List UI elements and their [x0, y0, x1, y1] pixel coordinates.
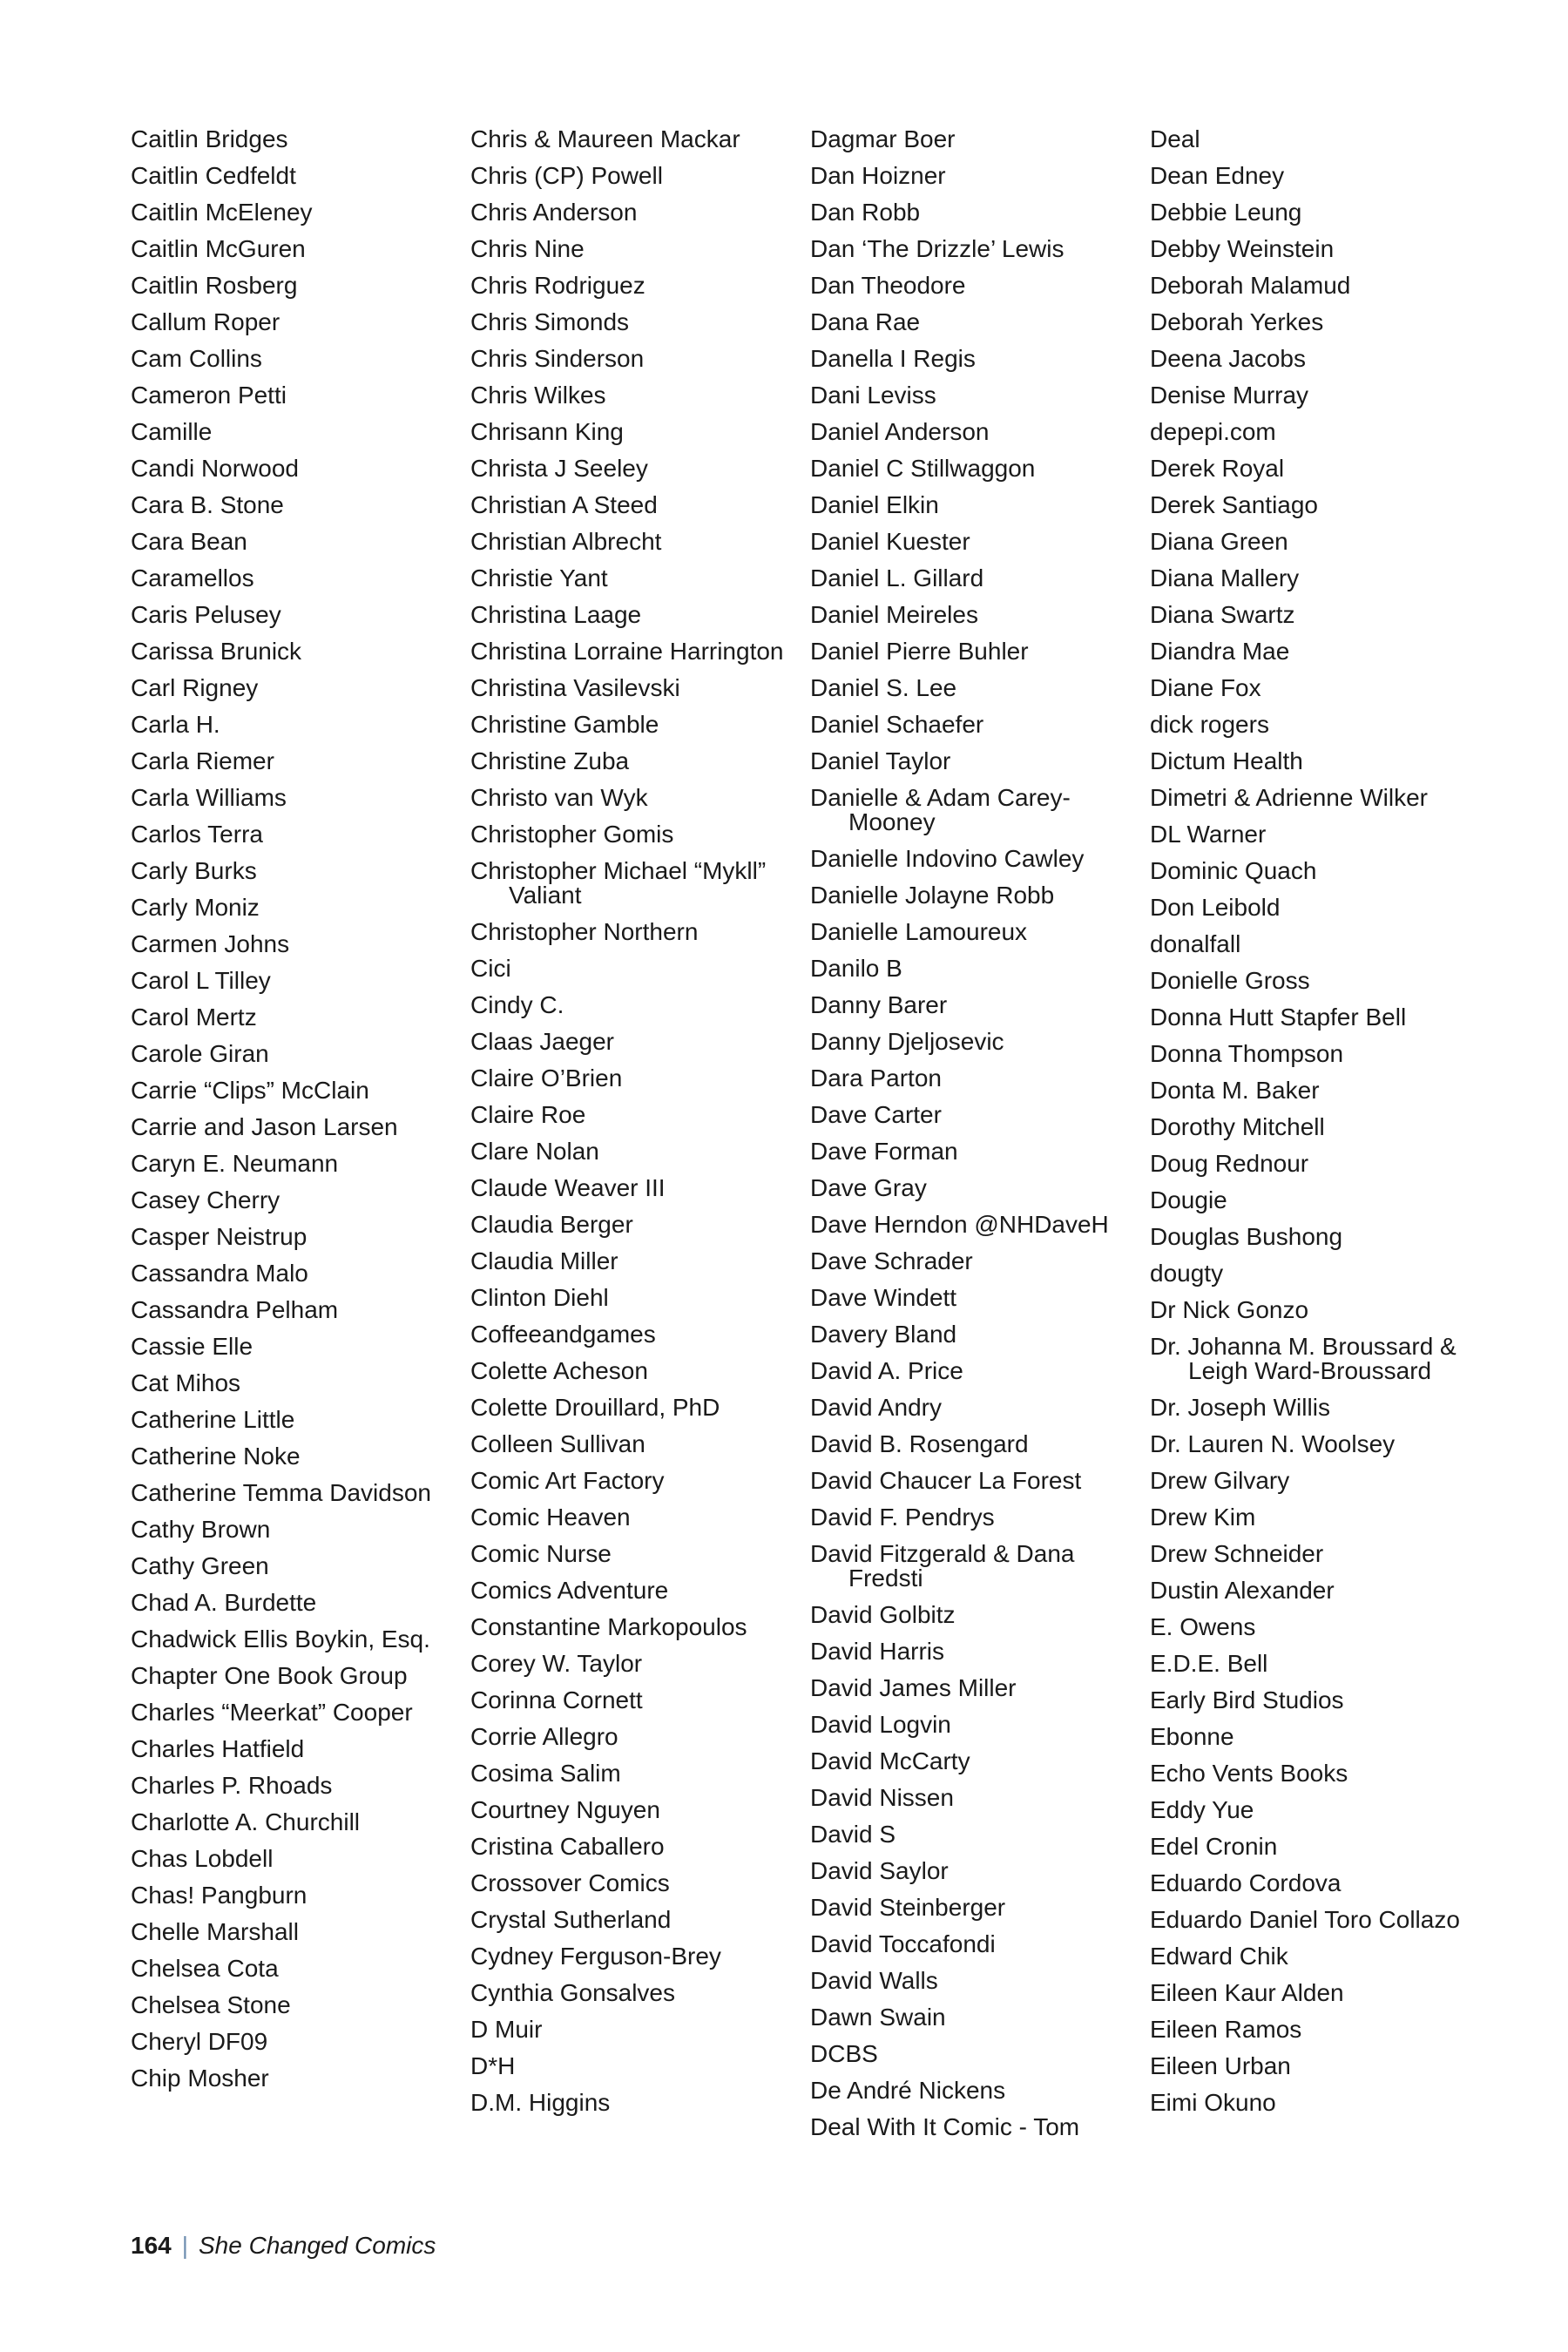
list-item: Edward Chik	[1150, 1943, 1288, 1970]
list-item: Claire Roe	[470, 1101, 586, 1128]
list-item: Carly Burks	[131, 857, 257, 884]
list-item: Chelle Marshall	[131, 1918, 299, 1945]
list-item: Claude Weaver III	[470, 1174, 666, 1201]
list-item: Dave Gray	[810, 1174, 927, 1201]
list-item: David Andry	[810, 1394, 942, 1421]
list-item: Christa J Seeley	[470, 455, 648, 482]
list-item: Cheryl DF09	[131, 2028, 268, 2055]
list-item: Carrie and Jason Larsen	[131, 1113, 398, 1140]
list-item: Cam Collins	[131, 345, 262, 372]
list-item: Candi Norwood	[131, 455, 299, 482]
list-item: Christo van Wyk	[470, 784, 648, 811]
list-item: Cassandra Pelham	[131, 1296, 339, 1323]
list-item: Catherine Temma Davidson	[131, 1479, 431, 1506]
list-item: David Chaucer La Forest	[810, 1467, 1082, 1494]
list-item: Caryn E. Neumann	[131, 1150, 339, 1177]
list-item: Corrie Allegro	[470, 1723, 618, 1750]
list-item: Edel Cronin	[1150, 1833, 1278, 1860]
list-item: Danella I Regis	[810, 345, 976, 372]
list-item: David Steinberger	[810, 1894, 1006, 1921]
list-item: Cosima Salim	[470, 1760, 621, 1787]
list-item: Daniel Anderson	[810, 418, 990, 445]
list-item: Chapter One Book Group	[131, 1662, 408, 1689]
list-item: Daniel S. Lee	[810, 674, 957, 701]
list-item: Chris Sinderson	[470, 345, 645, 372]
list-item: Claire O’Brien	[470, 1064, 623, 1092]
list-item: Carl Rigney	[131, 674, 259, 701]
list-item: Deborah Malamud	[1150, 272, 1351, 299]
list-item: Denise Murray	[1150, 382, 1309, 409]
list-item: Chris Wilkes	[470, 382, 606, 409]
list-item: Constantine Markopoulos	[470, 1613, 747, 1640]
list-item: Catherine Little	[131, 1406, 295, 1433]
list-item: Callum Roper	[131, 308, 280, 335]
list-item: Christine Zuba	[470, 747, 630, 774]
list-item: Cara B. Stone	[131, 491, 284, 518]
list-item: Caitlin McGuren	[131, 235, 306, 262]
list-item: Daniel Pierre Buhler	[810, 638, 1029, 665]
list-item: David Logvin	[810, 1711, 951, 1738]
list-item: Eduardo Cordova	[1150, 1869, 1342, 1896]
list-item: Echo Vents Books	[1150, 1760, 1348, 1787]
list-item: Christina Vasilevski	[470, 674, 680, 701]
list-item: Chip Mosher	[131, 2065, 269, 2092]
list-item: Chas! Pangburn	[131, 1882, 308, 1909]
list-item: De André Nickens	[810, 2077, 1006, 2104]
list-item: Derek Santiago	[1150, 491, 1319, 518]
list-item: Dean Edney	[1150, 162, 1285, 189]
list-item: Deborah Yerkes	[1150, 308, 1324, 335]
list-item: Donielle Gross	[1150, 967, 1310, 994]
list-item: Daniel C Stillwaggon	[810, 455, 1036, 482]
name-column-4	[1150, 127, 1490, 2152]
list-item: Dave Carter	[810, 1101, 942, 1128]
list-item: Carrie “Clips” McClain	[131, 1077, 369, 1104]
list-item: Comics Adventure	[470, 1577, 669, 1604]
list-item: Cynthia Gonsalves	[470, 1979, 676, 2006]
list-item: Caitlin McEleney	[131, 199, 313, 226]
list-item: Eileen Urban	[1150, 2052, 1291, 2079]
list-item: Dave Windett	[810, 1284, 957, 1311]
list-item: Deal With It Comic - Tom	[810, 2113, 1080, 2140]
list-item: Dominic Quach	[1150, 857, 1317, 884]
list-item: Danielle & Adam Carey-Mooney	[810, 784, 1071, 835]
list-item: Christian A Steed	[470, 491, 658, 518]
list-item: Doug Rednour	[1150, 1150, 1309, 1177]
list-item: David B. Rosengard	[810, 1430, 1029, 1457]
page-footer	[131, 2231, 436, 2261]
list-item: David Toccafondi	[810, 1930, 996, 1957]
list-item: Chad A. Burdette	[131, 1589, 317, 1616]
list-item: Dimetri & Adrienne Wilker	[1150, 784, 1428, 811]
list-item: Dave Schrader	[810, 1247, 973, 1274]
list-item: David A. Price	[810, 1357, 963, 1384]
list-item: David Saylor	[810, 1857, 949, 1884]
list-item: Christina Lorraine Harrington	[470, 638, 784, 665]
list-item: Diana Green	[1150, 528, 1288, 555]
list-item: E.D.E. Bell	[1150, 1650, 1268, 1677]
list-item: Charlotte A. Churchill	[131, 1808, 361, 1835]
list-item: D*H	[470, 2052, 516, 2079]
list-item: Carole Giran	[131, 1040, 269, 1067]
list-item: Drew Schneider	[1150, 1540, 1324, 1567]
list-item: Caitlin Bridges	[131, 125, 288, 152]
footer-divider: |	[181, 2232, 188, 2259]
list-item: Danielle Indovino Cawley	[810, 845, 1085, 872]
list-item: Early Bird Studios	[1150, 1686, 1344, 1713]
list-item: Colette Acheson	[470, 1357, 648, 1384]
list-item: Crossover Comics	[470, 1869, 670, 1896]
list-item: Eileen Ramos	[1150, 2016, 1302, 2043]
list-item: Daniel Kuester	[810, 528, 970, 555]
list-item: Chas Lobdell	[131, 1845, 274, 1872]
list-item: David Fitzgerald & Dana Fredsti	[810, 1540, 1075, 1592]
name-columns	[131, 127, 1490, 2152]
list-item: Derek Royal	[1150, 455, 1285, 482]
list-item: Chris Simonds	[470, 308, 630, 335]
list-item: Dagmar Boer	[810, 125, 956, 152]
list-item: Dr. Johanna M. Broussard & Leigh Ward-Broussard	[1150, 1333, 1456, 1384]
list-item: Christopher Michael “Mykll” Valiant	[470, 857, 767, 909]
list-item: Danny Djeljosevic	[810, 1028, 1004, 1055]
list-item: Dorothy Mitchell	[1150, 1113, 1325, 1140]
list-item: Cat Mihos	[131, 1369, 241, 1396]
list-item: Danielle Jolayne Robb	[810, 882, 1055, 909]
list-item: Dan ‘The Drizzle’ Lewis	[810, 235, 1064, 262]
list-item: David McCarty	[810, 1747, 970, 1774]
list-item: Charles “Meerkat” Cooper	[131, 1699, 413, 1726]
list-item: Danielle Lamoureux	[810, 918, 1028, 945]
list-item: David S	[810, 1821, 896, 1848]
list-item: Chadwick Ellis Boykin, Esq.	[131, 1625, 430, 1652]
list-item: Carmen Johns	[131, 930, 290, 957]
list-item: Diana Swartz	[1150, 601, 1295, 628]
list-item: Crystal Sutherland	[470, 1906, 672, 1933]
list-item: David Walls	[810, 1967, 938, 1994]
list-item: Donna Thompson	[1150, 1040, 1344, 1067]
list-item: Chris Rodriguez	[470, 272, 645, 299]
list-item: Christine Gamble	[470, 711, 659, 738]
list-item: Dave Forman	[810, 1138, 958, 1165]
list-item: Carly Moniz	[131, 894, 260, 921]
list-item: Dan Theodore	[810, 272, 966, 299]
list-item: Cathy Brown	[131, 1516, 271, 1543]
list-item: Deal	[1150, 125, 1200, 152]
list-item: Dougie	[1150, 1186, 1227, 1213]
list-item: Dan Hoizner	[810, 162, 946, 189]
list-item: DL Warner	[1150, 821, 1267, 848]
book-title: She Changed Comics	[199, 2232, 436, 2259]
list-item: Charles P. Rhoads	[131, 1772, 333, 1799]
list-item: Dr Nick Gonzo	[1150, 1296, 1309, 1323]
list-item: donalfall	[1150, 930, 1241, 957]
list-item: David James Miller	[810, 1674, 1017, 1701]
list-item: DCBS	[810, 2040, 878, 2067]
list-item: Carlos Terra	[131, 821, 263, 848]
list-item: Diane Fox	[1150, 674, 1261, 701]
list-item: Chelsea Stone	[131, 1991, 291, 2018]
list-item: Christie Yant	[470, 564, 608, 591]
list-item: Claas Jaeger	[470, 1028, 614, 1055]
list-item: E. Owens	[1150, 1613, 1256, 1640]
list-item: Christian Albrecht	[470, 528, 662, 555]
list-item: Dawn Swain	[810, 2004, 946, 2031]
list-item: Diandra Mae	[1150, 638, 1290, 665]
list-item: Danny Barer	[810, 991, 948, 1018]
list-item: Danilo B	[810, 955, 902, 982]
list-item: Douglas Bushong	[1150, 1223, 1343, 1250]
list-item: Caitlin Rosberg	[131, 272, 298, 299]
list-item: Daniel Schaefer	[810, 711, 984, 738]
list-item: Comic Heaven	[470, 1504, 631, 1531]
list-item: Chris & Maureen Mackar	[470, 125, 740, 152]
list-item: Eduardo Daniel Toro Collazo	[1150, 1906, 1460, 1933]
list-item: Cassie Elle	[131, 1333, 253, 1360]
list-item: Corinna Cornett	[470, 1686, 643, 1713]
list-item: David Golbitz	[810, 1601, 956, 1628]
list-item: Eddy Yue	[1150, 1796, 1254, 1823]
list-item: Carol L Tilley	[131, 967, 271, 994]
list-item: Dara Parton	[810, 1064, 942, 1092]
list-item: Courtney Nguyen	[470, 1796, 660, 1823]
list-item: Comic Art Factory	[470, 1467, 665, 1494]
list-item: David F. Pendrys	[810, 1504, 995, 1531]
list-item: Claudia Miller	[470, 1247, 618, 1274]
list-item: Casey Cherry	[131, 1186, 280, 1213]
list-item: Carissa Brunick	[131, 638, 302, 665]
list-item: Comic Nurse	[470, 1540, 612, 1567]
list-item: depepi.com	[1150, 418, 1276, 445]
list-item: Dr. Lauren N. Woolsey	[1150, 1430, 1396, 1457]
page-number: 164	[131, 2232, 172, 2259]
list-item: Christopher Gomis	[470, 821, 674, 848]
list-item: Cassandra Malo	[131, 1260, 308, 1287]
list-item: Drew Gilvary	[1150, 1467, 1290, 1494]
list-item: Eileen Kaur Alden	[1150, 1979, 1344, 2006]
list-item: Caris Pelusey	[131, 601, 281, 628]
list-item: Cara Bean	[131, 528, 247, 555]
list-item: Carol Mertz	[131, 1004, 257, 1031]
list-item: David Harris	[810, 1638, 945, 1665]
list-item: Clare Nolan	[470, 1138, 599, 1165]
name-column-3	[810, 127, 1150, 2152]
list-item: Caitlin Cedfeldt	[131, 162, 296, 189]
list-item: Eimi Okuno	[1150, 2089, 1276, 2116]
list-item: Drew Kim	[1150, 1504, 1256, 1531]
list-item: Ebonne	[1150, 1723, 1234, 1750]
list-item: D Muir	[470, 2016, 543, 2043]
list-item: dougty	[1150, 1260, 1224, 1287]
list-item: Debby Weinstein	[1150, 235, 1335, 262]
list-item: Cydney Ferguson-Brey	[470, 1943, 721, 1970]
list-item: David Nissen	[810, 1784, 954, 1811]
list-item: Clinton Diehl	[470, 1284, 609, 1311]
list-item: Daniel L. Gillard	[810, 564, 984, 591]
list-item: Dani Leviss	[810, 382, 936, 409]
list-item: Daniel Meireles	[810, 601, 978, 628]
list-item: Casper Neistrup	[131, 1223, 308, 1250]
list-item: Cathy Green	[131, 1552, 269, 1579]
list-item: D.M. Higgins	[470, 2089, 611, 2116]
list-item: Dustin Alexander	[1150, 1577, 1335, 1604]
list-item: Donta M. Baker	[1150, 1077, 1320, 1104]
list-item: Deena Jacobs	[1150, 345, 1307, 372]
list-item: Diana Mallery	[1150, 564, 1300, 591]
list-item: Claudia Berger	[470, 1211, 633, 1238]
list-item: Catherine Noke	[131, 1443, 301, 1470]
list-item: Daniel Elkin	[810, 491, 939, 518]
list-item: Chris Anderson	[470, 199, 638, 226]
list-item: Dictum Health	[1150, 747, 1303, 774]
list-item: Corey W. Taylor	[470, 1650, 643, 1677]
list-item: Charles Hatfield	[131, 1735, 305, 1762]
list-item: Debbie Leung	[1150, 199, 1302, 226]
list-item: Dan Robb	[810, 199, 921, 226]
list-item: Cristina Caballero	[470, 1833, 665, 1860]
list-item: Daniel Taylor	[810, 747, 951, 774]
list-item: Carla Williams	[131, 784, 287, 811]
list-item: Colleen Sullivan	[470, 1430, 645, 1457]
list-item: Chris Nine	[470, 235, 585, 262]
list-item: Cindy C.	[470, 991, 564, 1018]
list-item: dick rogers	[1150, 711, 1269, 738]
list-item: Cameron Petti	[131, 382, 287, 409]
list-item: Chelsea Cota	[131, 1955, 279, 1982]
list-item: Colette Drouillard, PhD	[470, 1394, 720, 1421]
list-item: Chris (CP) Powell	[470, 162, 663, 189]
list-item: Dana Rae	[810, 308, 921, 335]
list-item: Coffeeandgames	[470, 1321, 656, 1348]
list-item: Chrisann King	[470, 418, 624, 445]
list-item: Carla H.	[131, 711, 220, 738]
list-item: Don Leibold	[1150, 894, 1281, 921]
name-column-2	[470, 127, 810, 2152]
list-item: Davery Bland	[810, 1321, 957, 1348]
name-column-1	[131, 127, 470, 2152]
list-item: Dave Herndon @NHDaveH	[810, 1211, 1109, 1238]
list-item: Camille	[131, 418, 213, 445]
list-item: Caramellos	[131, 564, 254, 591]
list-item: Christopher Northern	[470, 918, 699, 945]
list-item: Christina Laage	[470, 601, 642, 628]
list-item: Carla Riemer	[131, 747, 274, 774]
list-item: Cici	[470, 955, 511, 982]
list-item: Donna Hutt Stapfer Bell	[1150, 1004, 1407, 1031]
list-item: Dr. Joseph Willis	[1150, 1394, 1330, 1421]
